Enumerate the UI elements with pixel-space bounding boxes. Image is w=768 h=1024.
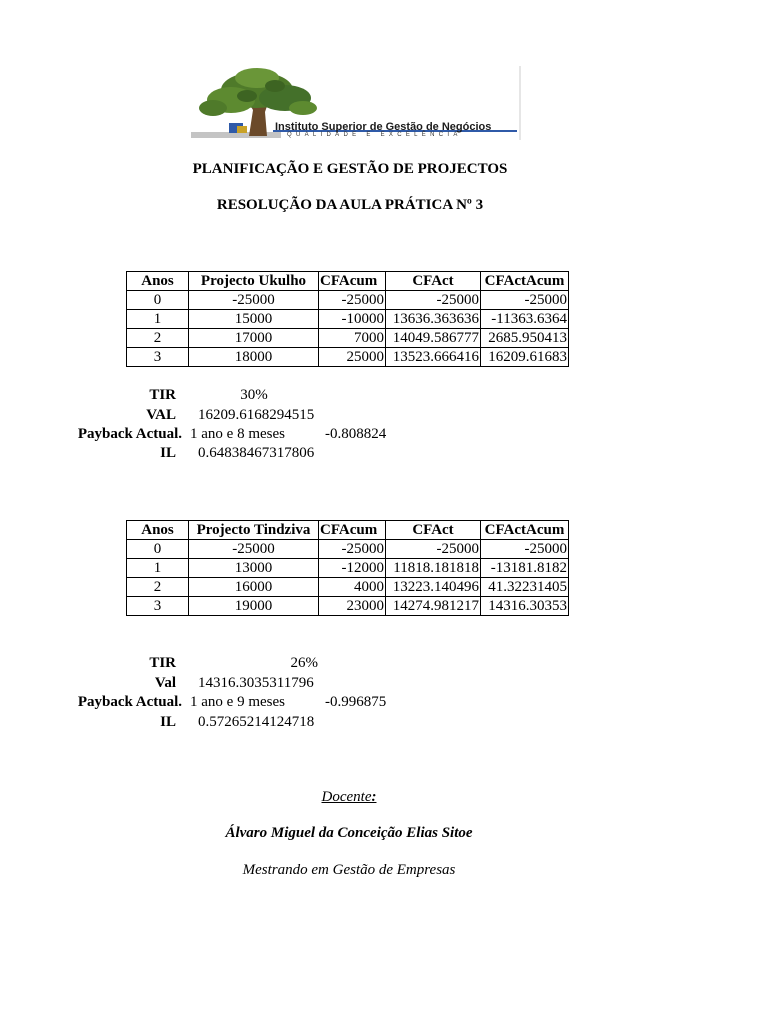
table-cell: 13000 [189, 559, 319, 578]
table-cell: 25000 [319, 348, 386, 367]
table-cell: -10000 [319, 310, 386, 329]
table-cell: -12000 [319, 559, 386, 578]
signature-degree: Mestrando em Gestão de Empresas [242, 862, 456, 878]
table-row [127, 559, 569, 578]
tir-label: TIR [149, 387, 176, 403]
cashflow-table-ukulho [126, 271, 569, 367]
table-cell: 2 [127, 578, 189, 597]
cashflow-table-tindziva [126, 520, 569, 616]
table-cell: 15000 [189, 310, 319, 329]
table-cell: 14316.30353 [481, 597, 569, 616]
table-cell: -25000 [189, 291, 319, 310]
column-header: CFAcum [319, 272, 386, 291]
signature-role-colon: : [371, 789, 377, 805]
payback-label: Payback Actual. [77, 694, 182, 710]
table-cell: 4000 [319, 578, 386, 597]
column-header: Projecto Tindziva [189, 521, 319, 540]
table-cell: 13523.666416 [386, 348, 481, 367]
tir-value: 26% [290, 655, 318, 671]
table-row [127, 348, 569, 367]
table-row [127, 540, 569, 559]
column-header: CFAcum [319, 521, 386, 540]
payback-fraction: -0.996875 [325, 694, 387, 710]
signature-role-text: Docente [321, 789, 372, 805]
document-subtitle: RESOLUÇÃO DA AULA PRÁTICA Nº 3 [216, 197, 484, 213]
table-cell: 2685.950413 [481, 329, 569, 348]
table-cell: 17000 [189, 329, 319, 348]
val-value: 16209.6168294515 [198, 407, 315, 423]
document-title: PLANIFICAÇÃO E GESTÃO DE PROJECTOS [192, 161, 508, 177]
column-header: Anos [127, 272, 189, 291]
table-cell: -25000 [386, 540, 481, 559]
table-cell: -25000 [481, 291, 569, 310]
il-value: 0.64838467317806 [198, 445, 315, 461]
table-cell: 19000 [189, 597, 319, 616]
payback-fraction: -0.808824 [325, 426, 387, 442]
payback-label: Payback Actual. [77, 426, 182, 442]
table-cell: 18000 [189, 348, 319, 367]
il-value: 0.57265214124718 [198, 714, 315, 730]
table-cell: -25000 [319, 291, 386, 310]
table-cell: 14274.981217 [386, 597, 481, 616]
table-cell: 0 [127, 540, 189, 559]
table-cell: -25000 [481, 540, 569, 559]
table-cell: 13636.363636 [386, 310, 481, 329]
val-label: VAL [146, 407, 176, 423]
payback-value: 1 ano e 8 meses [190, 426, 285, 442]
institution-tagline: QUALIDADE E EXCELÊNCIA [287, 132, 462, 138]
table-cell: 16209.61683 [481, 348, 569, 367]
column-header: CFAct [386, 272, 481, 291]
table-cell: 41.32231405 [481, 578, 569, 597]
table-cell: 16000 [189, 578, 319, 597]
table-cell: -25000 [386, 291, 481, 310]
signature-role [0, 789, 698, 806]
table-row [127, 578, 569, 597]
table-cell: 3 [127, 597, 189, 616]
table-row [127, 597, 569, 616]
table-cell: 13223.140496 [386, 578, 481, 597]
table-cell: 3 [127, 348, 189, 367]
table-row [127, 310, 569, 329]
institution-name: Instituto Superior de Gestão de Negócios [275, 121, 492, 133]
table-cell: -11363.6364 [481, 310, 569, 329]
val-value: 14316.3035311796 [198, 675, 314, 691]
column-header: CFAct [386, 521, 481, 540]
tir-value: 30% [240, 387, 268, 403]
payback-value: 1 ano e 9 meses [190, 694, 285, 710]
table-cell: 11818.181818 [386, 559, 481, 578]
il-label: IL [160, 714, 176, 730]
table-cell: 23000 [319, 597, 386, 616]
table-cell: 14049.586777 [386, 329, 481, 348]
table-cell: -25000 [189, 540, 319, 559]
table-row [127, 329, 569, 348]
table-header-row [127, 521, 569, 540]
column-header: Anos [127, 521, 189, 540]
column-header: CFActAcum [481, 272, 569, 291]
table-cell: 1 [127, 310, 189, 329]
column-header: Projecto Ukulho [189, 272, 319, 291]
table-row [127, 291, 569, 310]
table-cell: -25000 [319, 540, 386, 559]
tir-label: TIR [149, 655, 176, 671]
table-cell: 2 [127, 329, 189, 348]
table-cell: 1 [127, 559, 189, 578]
table-cell: 0 [127, 291, 189, 310]
table-cell: 7000 [319, 329, 386, 348]
table-header-row [127, 272, 569, 291]
table-cell: -13181.8182 [481, 559, 569, 578]
il-label: IL [160, 445, 176, 461]
val-label: Val [154, 675, 176, 691]
column-header: CFActAcum [481, 521, 569, 540]
signature-name: Álvaro Miguel da Conceição Elias Sitoe [225, 825, 473, 841]
